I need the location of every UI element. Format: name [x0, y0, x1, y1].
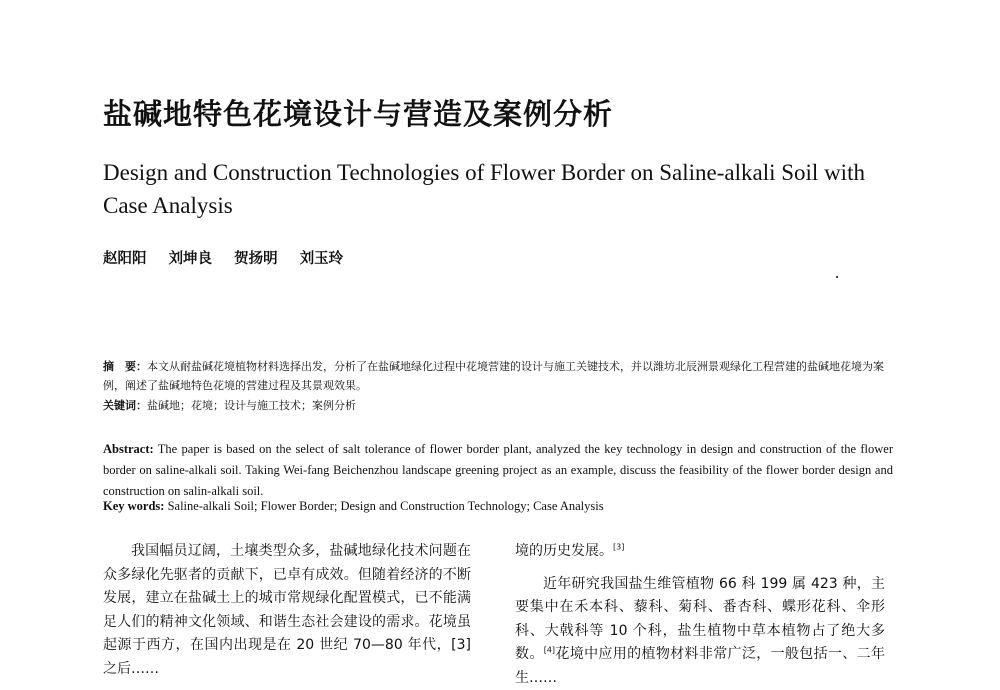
- abstract-en-label: Abstract:: [103, 442, 154, 456]
- title-english: Design and Construction Technologies of Flower Border on Saline-alkali Soil with Case Analysis: [103, 156, 903, 222]
- author-list: [103, 247, 360, 268]
- abstract-cn-label: 摘 要：: [103, 360, 147, 373]
- speck-mark: [836, 276, 838, 278]
- citation-3: [3]: [613, 542, 624, 551]
- author-4: 刘玉玲: [300, 250, 344, 267]
- keywords-cn-text: 盐碱地；花境；设计与施工技术；案例分析: [147, 399, 356, 412]
- body-right-p2a-text: 近年研究我国盐生维管植物 66 科 199 属 423 种，主要集中在禾本科、藜科、菊科、番杏科、蝶形花科、伞形科、大戟科等 10 个科，盐生植物中草本植物占了绝大多数。: [515, 576, 885, 663]
- keywords-en-label: Key words:: [103, 499, 164, 513]
- body-column-left: [103, 540, 471, 681]
- body-right-paragraph-2: [515, 573, 885, 690]
- author-1: 赵阳阳: [103, 250, 147, 267]
- body-right-p1-text: 境的历史发展。: [515, 543, 613, 559]
- keywords-chinese: [103, 396, 893, 415]
- keywords-english: [103, 496, 893, 517]
- abstract-cn-text: 本文从耐盐碱花境植物材料选择出发，分析了在盐碱地绿化过程中花境营建的设计与施工关键技术，并以潍坊北辰洲景观绿化工程营建的盐碱地花境为案例，阐述了盐碱地特色花境的营建过程及其景观效果。: [103, 360, 884, 392]
- abstract-chinese: [103, 357, 893, 395]
- body-right-paragraph-1: [515, 540, 885, 564]
- citation-4: [4]: [544, 645, 555, 654]
- abstract-english: [103, 439, 893, 502]
- author-3: 贺扬明: [234, 250, 278, 267]
- title-chinese: 盐碱地特色花境设计与营造及案例分析: [103, 92, 613, 133]
- author-2: 刘坤良: [169, 250, 213, 267]
- body-right-p2b-text: 花境中应用的植物材料非常广泛，一般包括一、二年生……: [515, 646, 885, 686]
- body-left-paragraph: 我国幅员辽阔，土壤类型众多，盐碱地绿化技术问题在众多绿化先驱者的贡献下，已卓有成效。但随着经济的不断发展，建立在盐碱土上的城市常规绿化配置模式，已不能满足人们的精神文化领域、和谐生态社会建设的需求。花境虽起源于西方，在国内出现是在 20 世纪 70—80 年代，[3]之后……: [103, 540, 471, 681]
- body-column-right: [515, 540, 885, 690]
- keywords-en-text: Saline-alkali Soil; Flower Border; Design and Construction Technology; Case Analysis: [168, 499, 604, 513]
- keywords-cn-label: 关键词：: [103, 399, 147, 412]
- abstract-en-text: The paper is based on the select of salt tolerance of flower border plant, analyzed the key technology in design and construction of the flower border on saline-alkali soil. Taking Wei-fang Beichenzhou landscape greening project as an example, discuss the feasibility of the flower border design and construction on salin-alkali soil.: [103, 442, 893, 498]
